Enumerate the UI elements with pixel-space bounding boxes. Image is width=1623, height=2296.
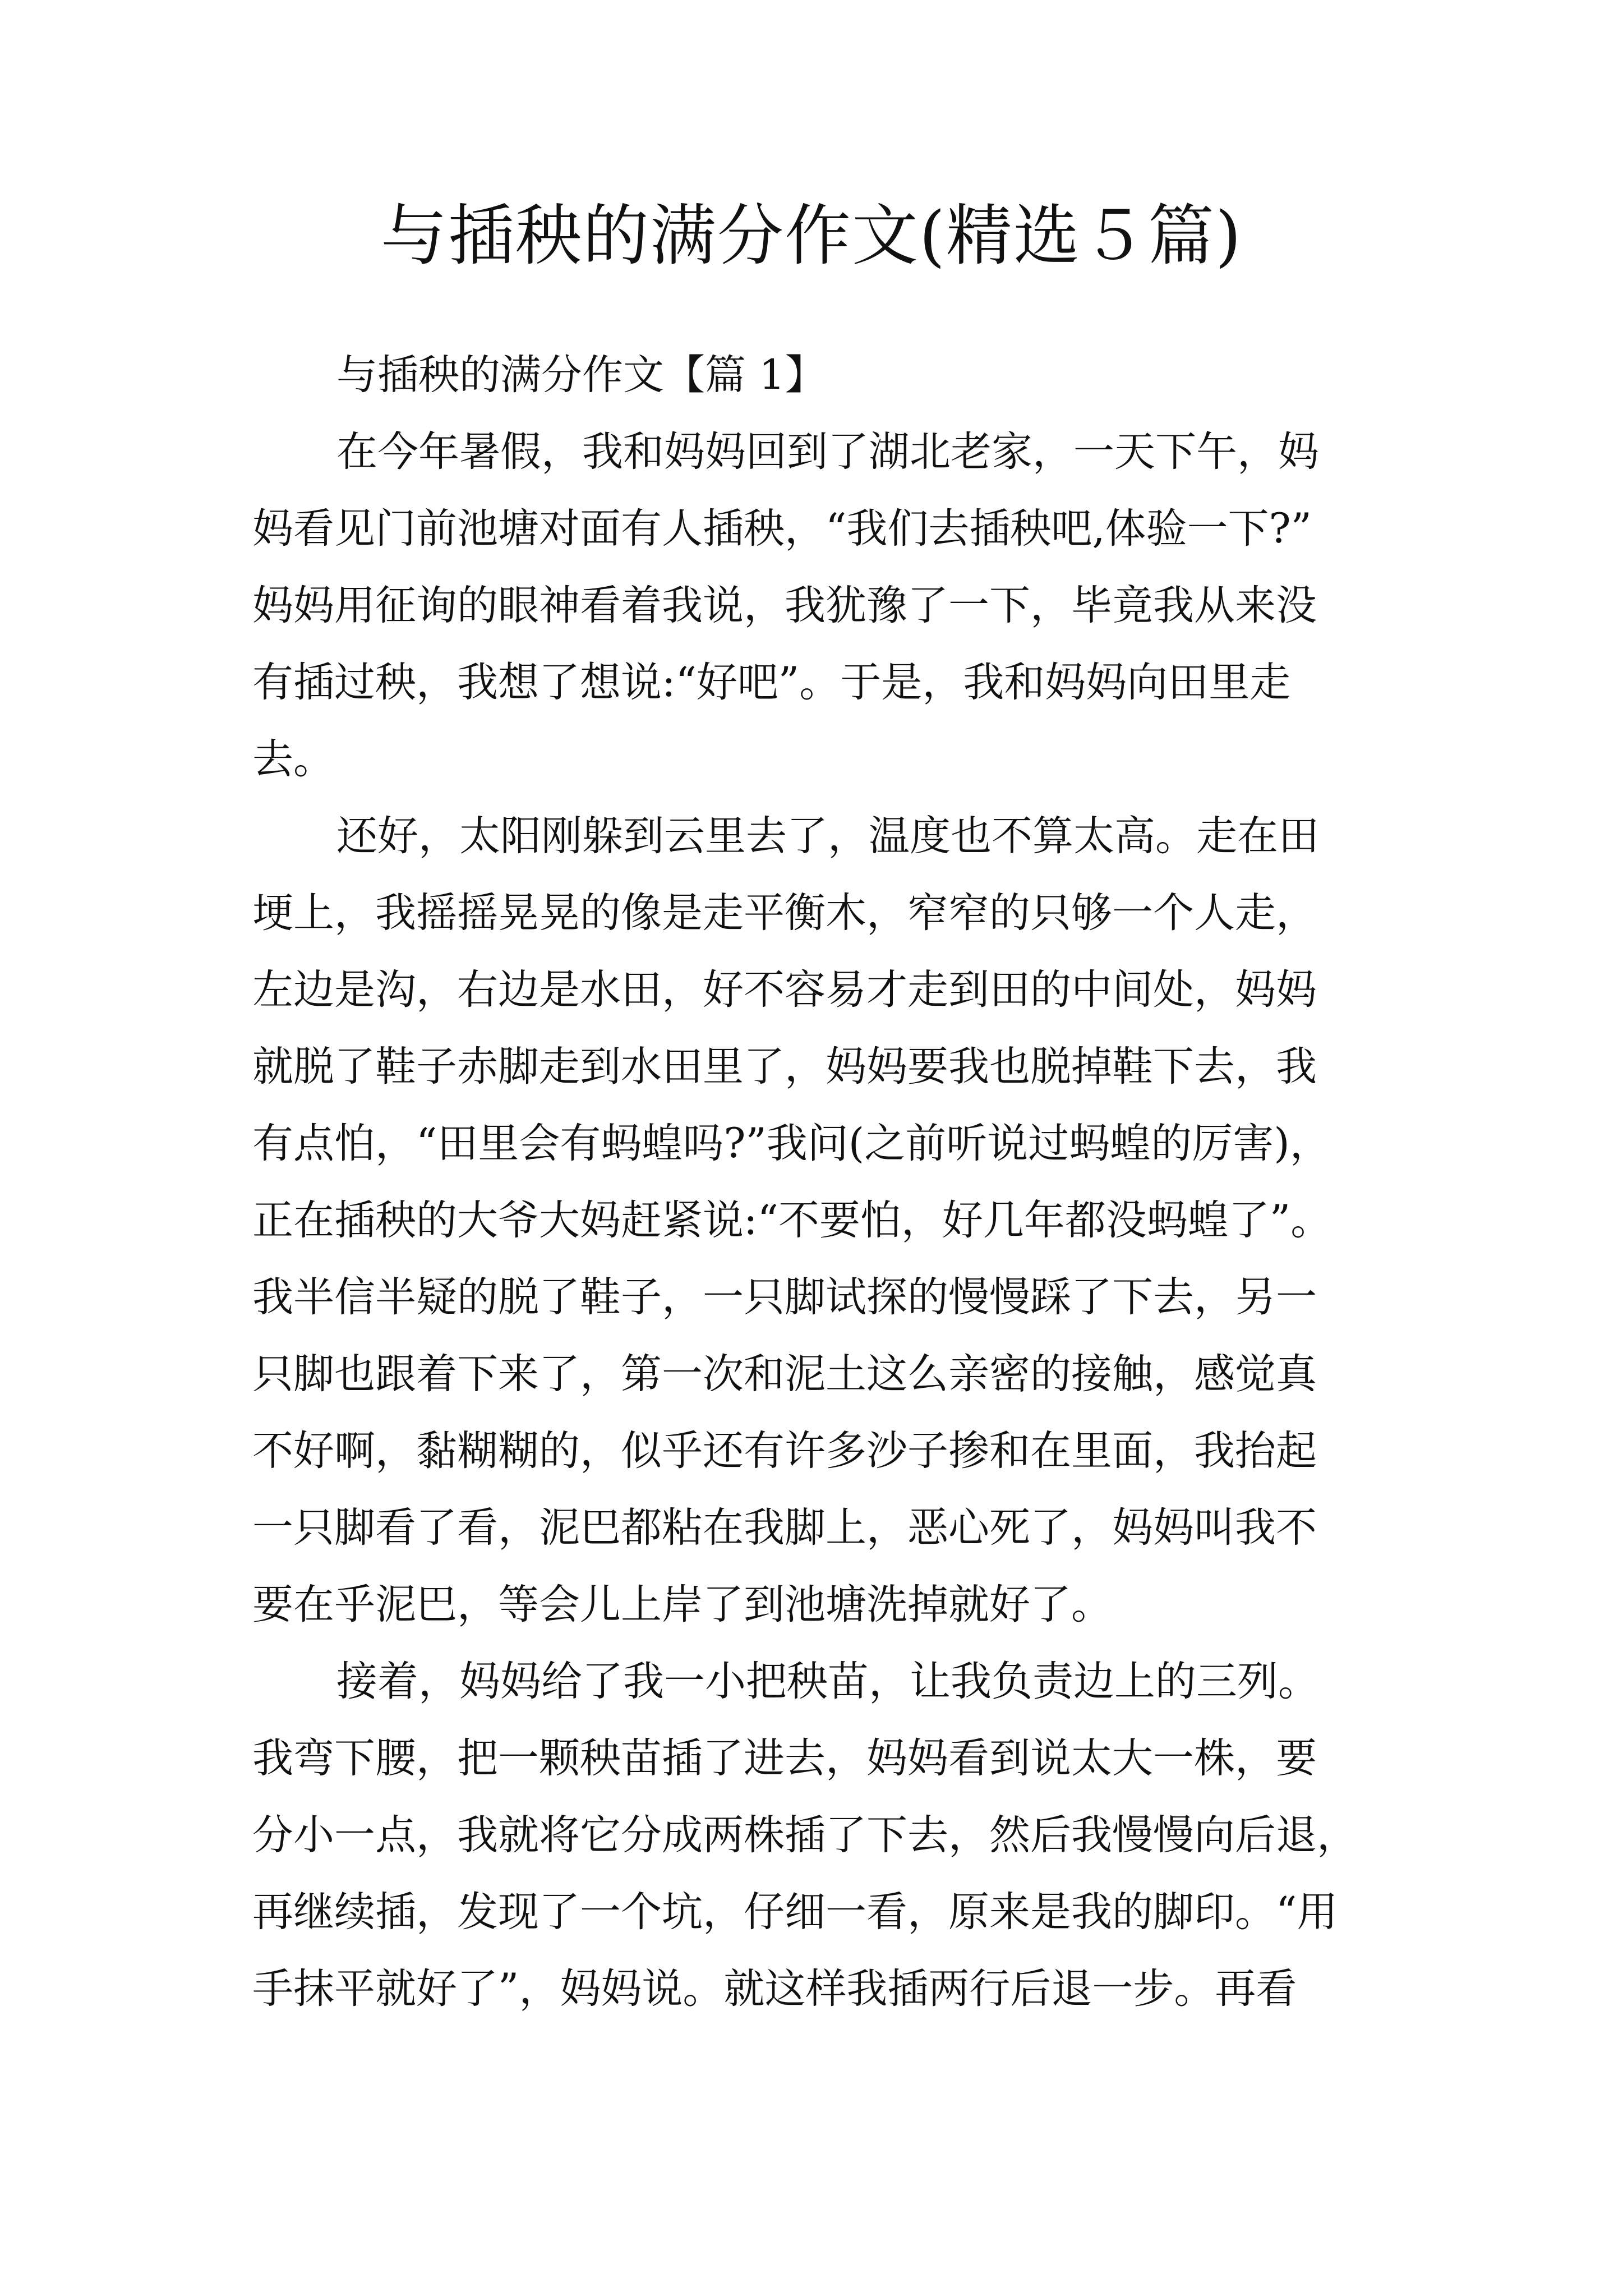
text-line: 一只脚看了看，泥巴都粘在我脚上，恶心死了，妈妈叫我不 — [252, 1504, 1317, 1552]
text-line: 妈妈用征询的眼神看着我说，我犹豫了一下，毕竟我从来没 — [252, 582, 1317, 629]
text-line: 左边是沟，右边是水田，好不容易才走到田的中间处，妈妈 — [252, 966, 1317, 1014]
text-line: 在今年暑假，我和妈妈回到了湖北老家，一天下午，妈 — [336, 428, 1319, 476]
text-line: 有插过秧，我想了想说:“好吧”。于是，我和妈妈向田里走 — [252, 659, 1291, 706]
text-line: 还好，太阳刚躲到云里去了，温度也不算太高。走在田 — [336, 812, 1319, 860]
text-line: 我半信半疑的脱了鞋子，一只脚试探的慢慢踩了下去，另一 — [252, 1273, 1317, 1321]
document-title: 与插秧的满分作文(精选５篇) — [380, 197, 1243, 274]
text-line: 就脱了鞋子赤脚走到水田里了，妈妈要我也脱掉鞋下去，我 — [252, 1043, 1317, 1091]
text-line: 正在插秧的大爷大妈赶紧说:“不要怕，好几年都没蚂蝗了”。 — [252, 1197, 1332, 1244]
text-line: 接着，妈妈给了我一小把秧苗，让我负责边上的三列。 — [336, 1658, 1319, 1705]
text-line: 去。 — [252, 735, 334, 783]
document-body — [252, 337, 1430, 2027]
text-line: 手抹平就好了”，妈妈说。就这样我插两行后退一步。再看 — [252, 1965, 1297, 2013]
text-line: 不好啊，黏糊糊的，似乎还有许多沙子掺和在里面，我抬起 — [252, 1427, 1317, 1475]
text-line: 分小一点，我就将它分成两株插了下去，然后我慢慢向后退， — [252, 1811, 1358, 1859]
text-line: 妈看见门前池塘对面有人插秧，“我们去插秧吧,体验一下?” — [252, 505, 1312, 553]
text-line: 我弯下腰，把一颗秧苗插了进去，妈妈看到说太大一株，要 — [252, 1734, 1317, 1782]
text-line: 再继续插，发现了一个坑，仔细一看，原来是我的脚印。“用 — [252, 1888, 1338, 1936]
text-line: 与插秧的满分作文【篇 1】 — [336, 351, 826, 399]
text-line: 埂上，我摇摇晃晃的像是走平衡木，窄窄的只够一个人走， — [252, 889, 1317, 937]
text-line: 有点怕，“田里会有蚂蝗吗?”我问(之前听说过蚂蝗的厉害)， — [252, 1120, 1331, 1167]
text-line: 只脚也跟着下来了，第一次和泥土这么亲密的接触，感觉真 — [252, 1350, 1317, 1398]
text-line: 要在乎泥巴，等会儿上岸了到池塘洗掉就好了。 — [252, 1581, 1112, 1628]
